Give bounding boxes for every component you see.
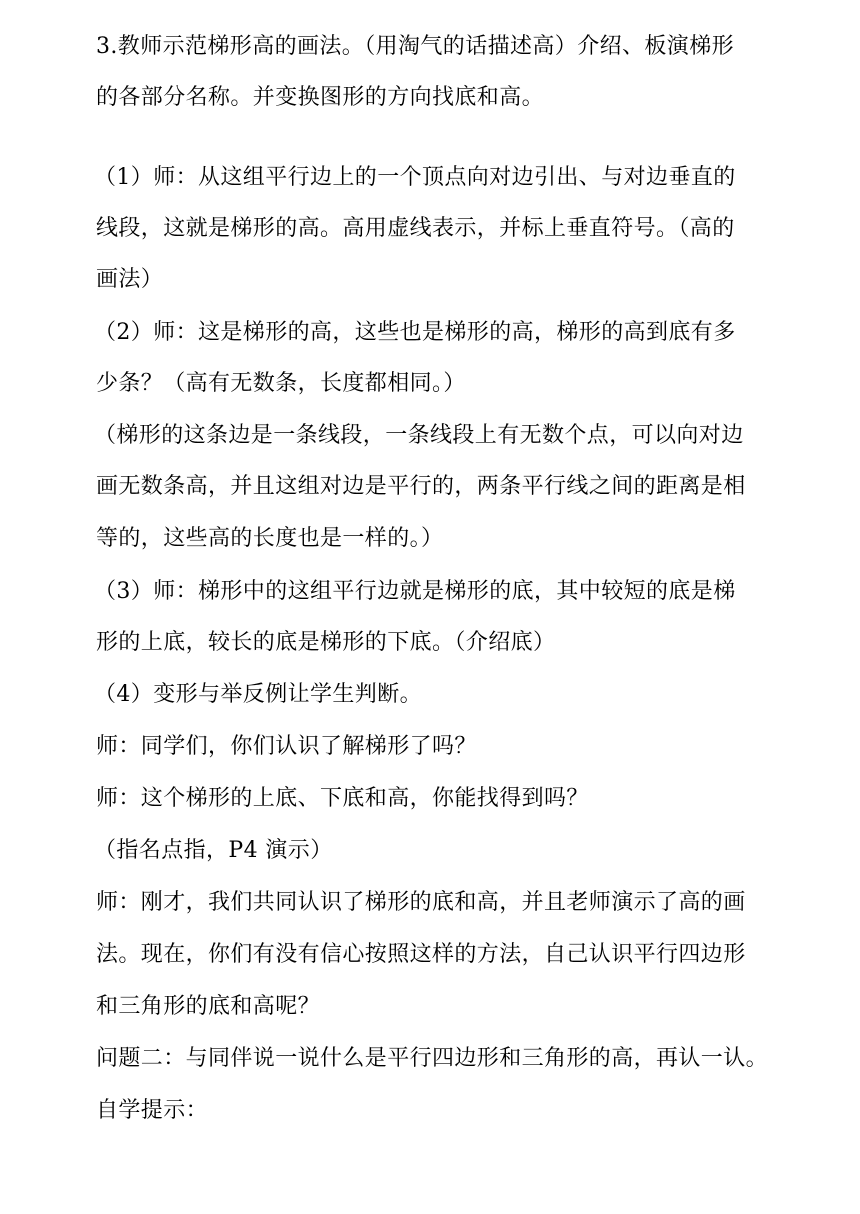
text-line: 的各部分名称。并变换图形的方向找底和高。 [96, 85, 545, 110]
text-line: 画无数条高，并且这组对边是平行的，两条平行线之间的距离是相 [96, 474, 746, 499]
text-line: 和三角形的底和高呢？ [96, 994, 321, 1019]
text-line: （2）师：这是梯形的高，这些也是梯形的高，梯形的高到底有多 [94, 320, 736, 345]
text-line: 法。现在，你们有没有信心按照这样的方法，自己认识平行四边形 [96, 942, 746, 967]
text-line: 师：刚才，我们共同认识了梯形的底和高，并且老师演示了高的画 [96, 890, 746, 915]
text-line: （1）师：从这组平行边上的一个顶点向对边引出、与对边垂直的 [94, 165, 736, 190]
text-line: （指名点指，P4 演示） [94, 838, 333, 863]
text-line: 形的上底，较长的底是梯形的下底。（介绍底） [96, 630, 556, 655]
text-line: 问题二：与同伴说一说什么是平行四边形和三角形的高，再认一认。 [96, 1046, 769, 1071]
text-line: 师：同学们，你们认识了解梯形了吗？ [96, 734, 477, 759]
text-line: （3）师：梯形中的这组平行边就是梯形的底，其中较短的底是梯 [94, 579, 736, 604]
text-line: 3.教师示范梯形高的画法。（用淘气的话描述高）介绍、板演梯形 [96, 34, 734, 59]
text-line: 等的，这些高的长度也是一样的。） [96, 526, 444, 551]
text-line: （梯形的这条边是一条线段，一条线段上有无数个点，可以向对边 [94, 423, 744, 448]
text-line: 师：这个梯形的上底、下底和高，你能找得到吗？ [96, 786, 589, 811]
text-line: （4）变形与举反例让学生判断。 [94, 682, 422, 707]
text-line: 自学提示： [96, 1098, 209, 1123]
text-line: 画法） [96, 267, 164, 292]
text-line: 线段，这就是梯形的高。高用虚线表示，并标上垂直符号。（高的 [96, 216, 735, 241]
text-line: 少条？（高有无数条，长度都相同。） [96, 371, 466, 396]
